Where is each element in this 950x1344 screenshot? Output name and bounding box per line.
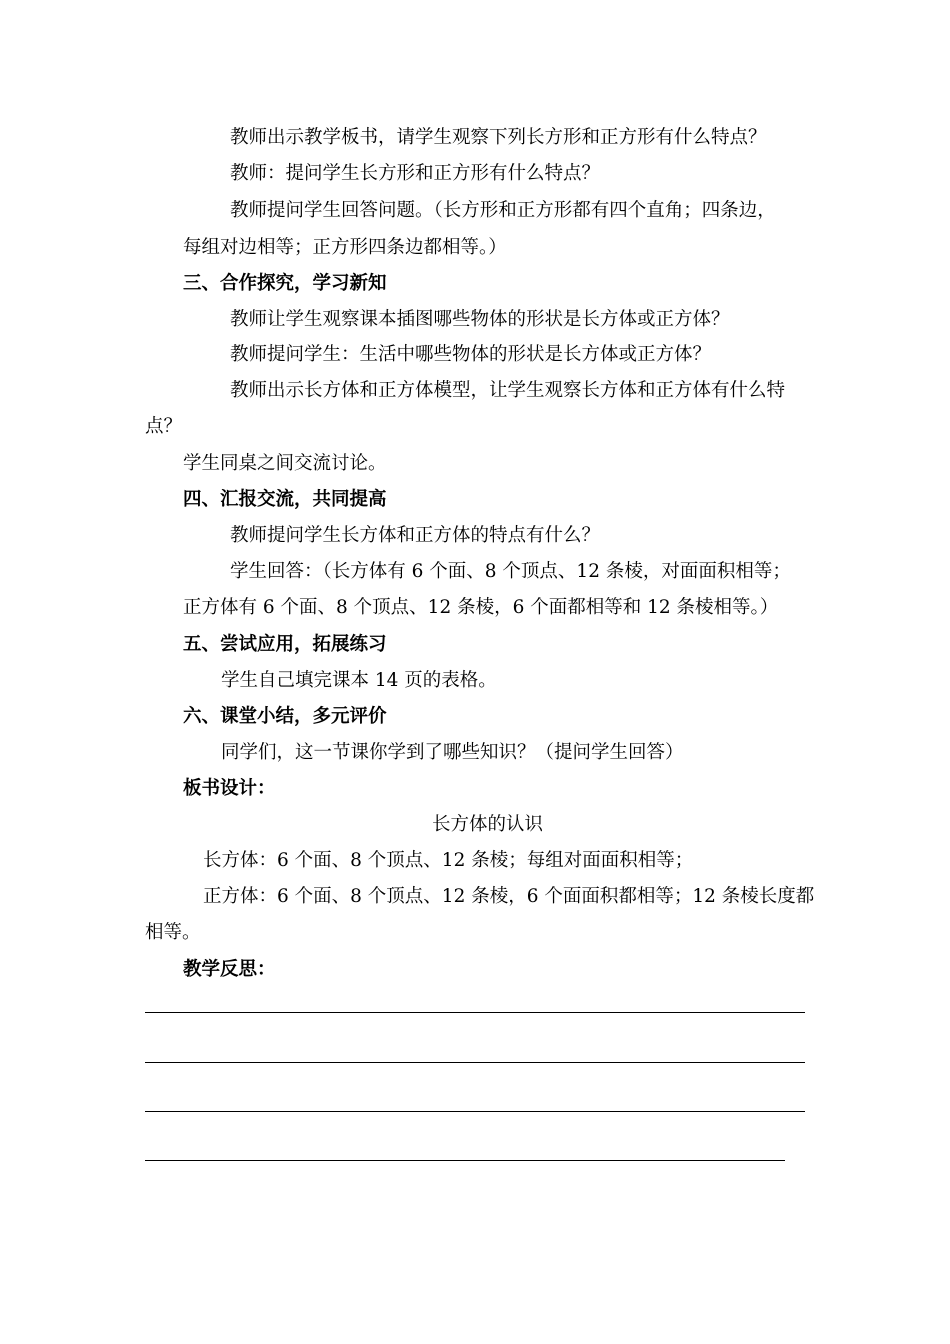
section-5-heading: 五、尝试应用，拓展练习 bbox=[183, 634, 387, 655]
section-3-paragraph-2: 教师提问学生：生活中哪些物体的形状是长方体或正方体？ bbox=[230, 344, 712, 365]
board-design-title: 长方体的认识 bbox=[432, 814, 544, 835]
section-3-heading: 三、合作探究，学习新知 bbox=[183, 273, 387, 294]
section-3-paragraph-3-line-1: 教师出示长方体和正方体模型，让学生观察长方体和正方体有什么特 bbox=[230, 380, 786, 401]
board-design-line-2: 正方体：6 个面、8 个顶点、12 条棱，6 个面面积都相等；12 条棱长度都 bbox=[203, 886, 815, 907]
reflection-writing-line-1 bbox=[145, 1012, 805, 1013]
reflection-writing-line-4 bbox=[145, 1160, 785, 1161]
section-3-paragraph-1: 教师让学生观察课本插图哪些物体的形状是长方体或正方体？ bbox=[230, 309, 730, 330]
reflection-writing-line-3 bbox=[145, 1111, 805, 1112]
teaching-reflection-heading: 教学反思： bbox=[183, 959, 276, 980]
board-design-heading: 板书设计： bbox=[183, 778, 276, 799]
board-design-line-1: 长方体：6 个面、8 个顶点、12 条棱；每组对面面积相等； bbox=[203, 850, 694, 871]
intro-paragraph-2: 教师：提问学生长方形和正方形有什么特点？ bbox=[230, 163, 601, 184]
board-design-line-3: 相等。 bbox=[145, 922, 201, 943]
section-5-paragraph-1: 学生自己填完课本 14 页的表格。 bbox=[221, 670, 497, 691]
section-4-paragraph-1: 教师提问学生长方体和正方体的特点有什么？ bbox=[230, 525, 601, 546]
section-4-paragraph-2-line-2: 正方体有 6 个面、8 个顶点、12 条棱，6 个面都相等和 12 条棱相等。） bbox=[183, 597, 779, 618]
section-4-heading: 四、汇报交流，共同提高 bbox=[183, 489, 387, 510]
reflection-writing-line-2 bbox=[145, 1062, 805, 1063]
section-4-paragraph-2-line-1: 学生回答：（长方体有 6 个面、8 个顶点、12 条棱，对面面积相等； bbox=[230, 561, 791, 582]
intro-paragraph-1: 教师出示教学板书，请学生观察下列长方形和正方形有什么特点？ bbox=[230, 127, 767, 148]
section-3-paragraph-3-line-2: 点？ bbox=[145, 416, 183, 437]
intro-paragraph-3-line-2: 每组对边相等；正方形四条边都相等。） bbox=[183, 237, 507, 258]
section-3-paragraph-4: 学生同桌之间交流讨论。 bbox=[183, 453, 387, 474]
section-6-paragraph-1: 同学们，这一节课你学到了哪些知识？（提问学生回答） bbox=[221, 742, 684, 763]
intro-paragraph-3-line-1: 教师提问学生回答问题。（长方形和正方形都有四个直角；四条边， bbox=[230, 200, 776, 221]
section-6-heading: 六、课堂小结，多元评价 bbox=[183, 706, 387, 727]
